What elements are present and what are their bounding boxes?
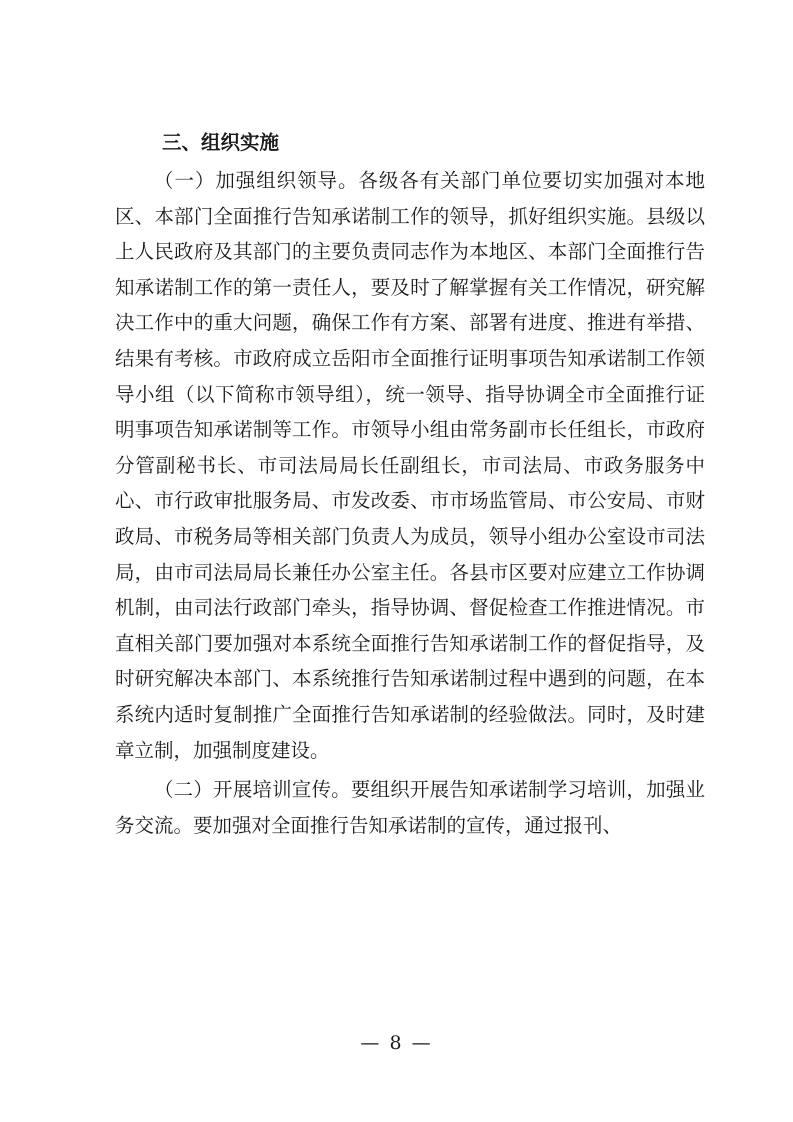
section-heading: 三、组织实施	[162, 131, 280, 154]
page-number: — 8 —	[360, 1032, 433, 1054]
paragraph-organization-leadership: （一）加强组织领导。各级各有关部门单位要切实加强对本地区、本部门全面推行告知承诺制工作的领导，抓好组织实施。县级以上人民政府及其部门的主要负责同志作为本地区、本部门全面推行告知承诺制工作的第一责任人，要及时了解掌握有关工作情况，研究解决工作中的重大问题，确保工作有方案、部署有进度、推进有举措、结果有考核。市政府成立岳阳市全面推行证明事项告知承诺制工作领导小组（以下简称市领导组），统一领导、指导协调全市全面推行证明事项告知承诺制等工作。市领导小组由常务副市长任组长，市政府分管副秘书长、市司法局局长任副组长，市司法局、市政务服务中心、市行政审批服务局、市发改委、市市场监管局、市公安局、市财政局、市税务局等相关部门负责人为成员，领导小组办公室设市司法局，由市司法局局长兼任办公室主任。各县市区要对应建立工作协调机制，由司法行政部门牵头，指导协调、督促检查工作推进情况。市直相关部门要加强对本系统全面推行告知承诺制工作的督促指导，及时研究解决本部门、本系统推行告知承诺制过程中遇到的问题，在本系统内适时复制推广全面推行告知承诺制的经验做法。同时，及时建章立制，加强制度建设。	[115, 169, 705, 762]
paragraph-training-publicity: （二）开展培训宣传。要组织开展告知承诺制学习培训，加强业务交流。要加强对全面推行告知承诺制的宣传，通过报刊、	[115, 778, 705, 837]
document-body	[115, 123, 705, 843]
